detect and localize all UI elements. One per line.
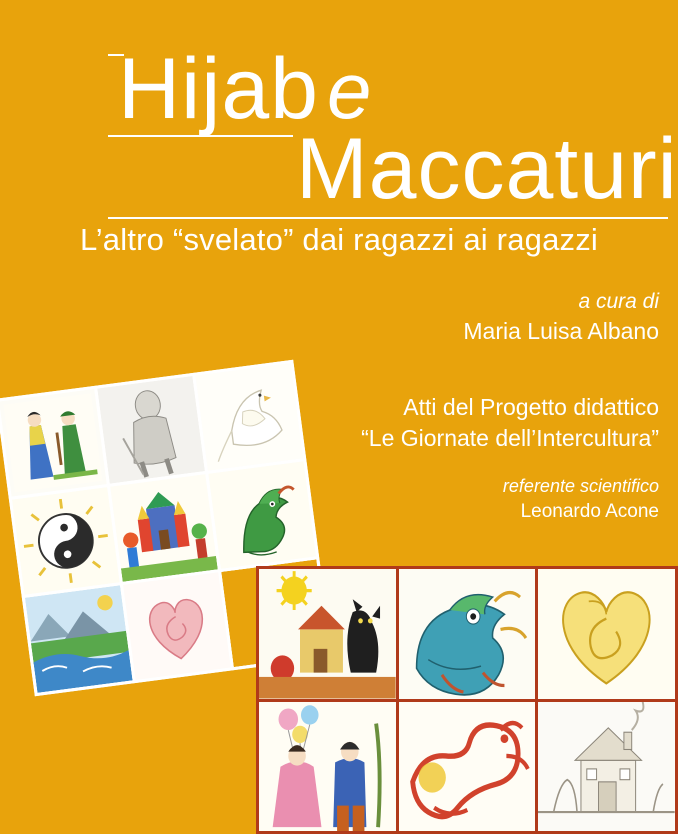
pink-heart-swirl-drawing xyxy=(123,572,231,680)
supervisor-name: Leonardo Acone xyxy=(520,501,659,523)
editor-credit xyxy=(219,288,659,347)
title-conjunction: e xyxy=(326,46,373,135)
castle-and-characters-drawing xyxy=(110,474,218,582)
colorful-dragon-drawing xyxy=(399,569,536,699)
subtitle: L’altro “svelato” dai ragazzi ai ragazzi xyxy=(79,222,599,257)
title-line-2: Maccaturi xyxy=(296,121,678,217)
landscape-river-drawing xyxy=(25,585,133,693)
white-dove-drawing xyxy=(195,363,303,471)
yellow-heart-swirl-drawing xyxy=(538,569,675,699)
green-dragon-drawing xyxy=(208,461,316,569)
right-artwork-collage xyxy=(256,566,678,834)
princess-and-archer-drawing xyxy=(0,389,107,497)
supervisor-role: referente scientifico xyxy=(502,476,659,496)
house-and-black-cat-drawing xyxy=(259,569,396,699)
editor-role: a cura di xyxy=(578,290,659,313)
project-line-2: “Le Giornate dell’Intercultura” xyxy=(361,425,659,452)
title-line-1 xyxy=(118,41,373,137)
editor-name: Maria Luisa Albano xyxy=(463,318,659,345)
title-word-hijab: Hijab xyxy=(118,41,319,137)
title-block xyxy=(0,18,678,218)
yin-yang-sun-drawing xyxy=(12,487,120,595)
red-dragon-drawing xyxy=(399,702,536,832)
two-figures-balloons-drawing xyxy=(259,702,396,832)
cottage-sketch-drawing xyxy=(538,702,675,832)
pencil-sketch-figure xyxy=(97,376,205,484)
project-line-1: Atti del Progetto didattico xyxy=(403,394,659,420)
title-rule-bottom xyxy=(108,217,668,219)
